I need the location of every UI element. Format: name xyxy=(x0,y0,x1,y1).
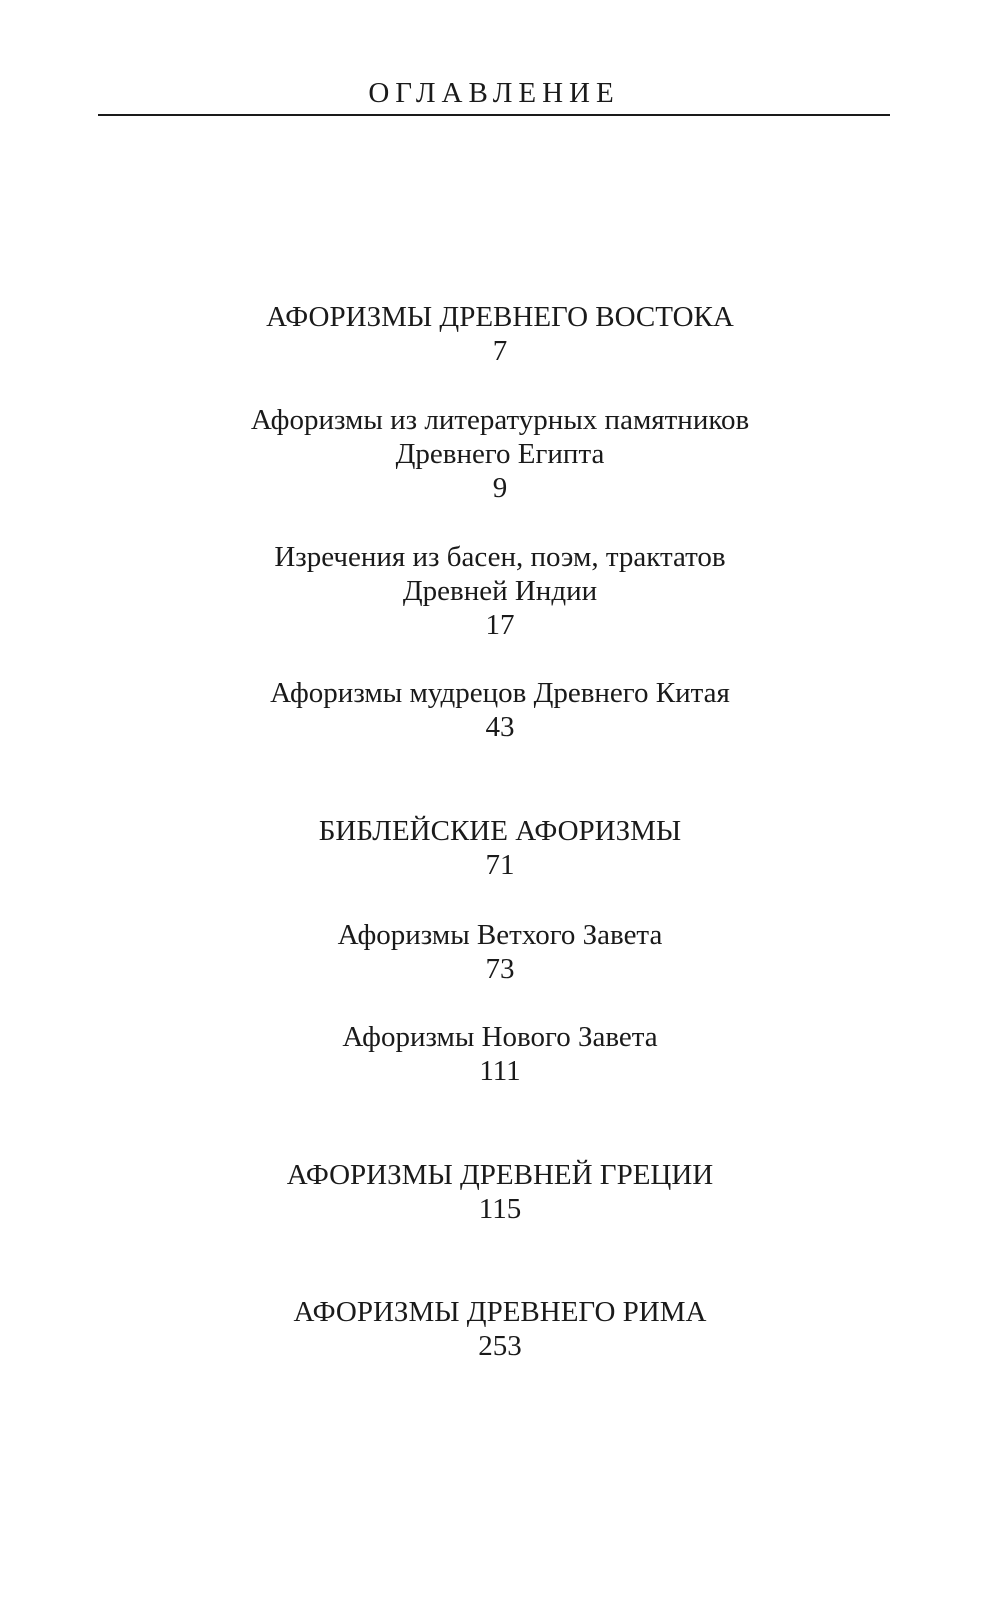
toc-page-number: 9 xyxy=(492,472,508,504)
toc-page-number: 71 xyxy=(485,849,515,881)
toc-page-number: 7 xyxy=(492,335,508,367)
header-rule xyxy=(98,114,890,116)
toc-page-number: 17 xyxy=(485,609,515,641)
toc-entry-old-testament[interactable] xyxy=(0,918,1000,986)
toc-entry-title: Афоризмы Нового Завета xyxy=(342,1021,658,1053)
page-title: ОГЛАВЛЕНИЕ xyxy=(368,77,620,109)
toc-entry-title: АФОРИЗМЫ ДРЕВНЕГО ВОСТОКА xyxy=(266,301,734,333)
toc-entry-title: Изречения из басен, поэм, трактатов xyxy=(274,541,726,573)
toc-entry-title: АФОРИЗМЫ ДРЕВНЕГО РИМА xyxy=(293,1296,707,1328)
toc-entry-east[interactable] xyxy=(0,300,1000,368)
toc-entry-title: Древней Индии xyxy=(402,575,598,607)
toc-page-number: 111 xyxy=(479,1055,521,1087)
toc-entry-title: Афоризмы Ветхого Завета xyxy=(337,919,663,951)
toc-entry-india[interactable] xyxy=(0,540,1000,642)
toc-entry-title: Афоризмы из литературных памятников xyxy=(250,404,750,436)
toc-entry-china[interactable] xyxy=(0,676,1000,744)
toc-entry-new-testament[interactable] xyxy=(0,1020,1000,1088)
toc-entry-egypt[interactable] xyxy=(0,403,1000,505)
toc-entry-title: АФОРИЗМЫ ДРЕВНЕЙ ГРЕЦИИ xyxy=(286,1159,714,1191)
toc-entry-greece[interactable] xyxy=(0,1158,1000,1226)
toc-entry-bible[interactable] xyxy=(0,814,1000,882)
toc-page-number: 73 xyxy=(485,953,515,985)
page-header xyxy=(98,76,890,110)
toc-entry-title: БИБЛЕЙСКИЕ АФОРИЗМЫ xyxy=(318,815,682,847)
toc-page-number: 253 xyxy=(478,1330,522,1362)
toc-page-number: 115 xyxy=(478,1193,522,1225)
toc-entry-rome[interactable] xyxy=(0,1295,1000,1363)
toc-page-number: 43 xyxy=(485,711,515,743)
toc-entry-title: Афоризмы мудрецов Древнего Китая xyxy=(270,677,730,709)
toc-entry-title: Древнего Египта xyxy=(395,438,605,470)
